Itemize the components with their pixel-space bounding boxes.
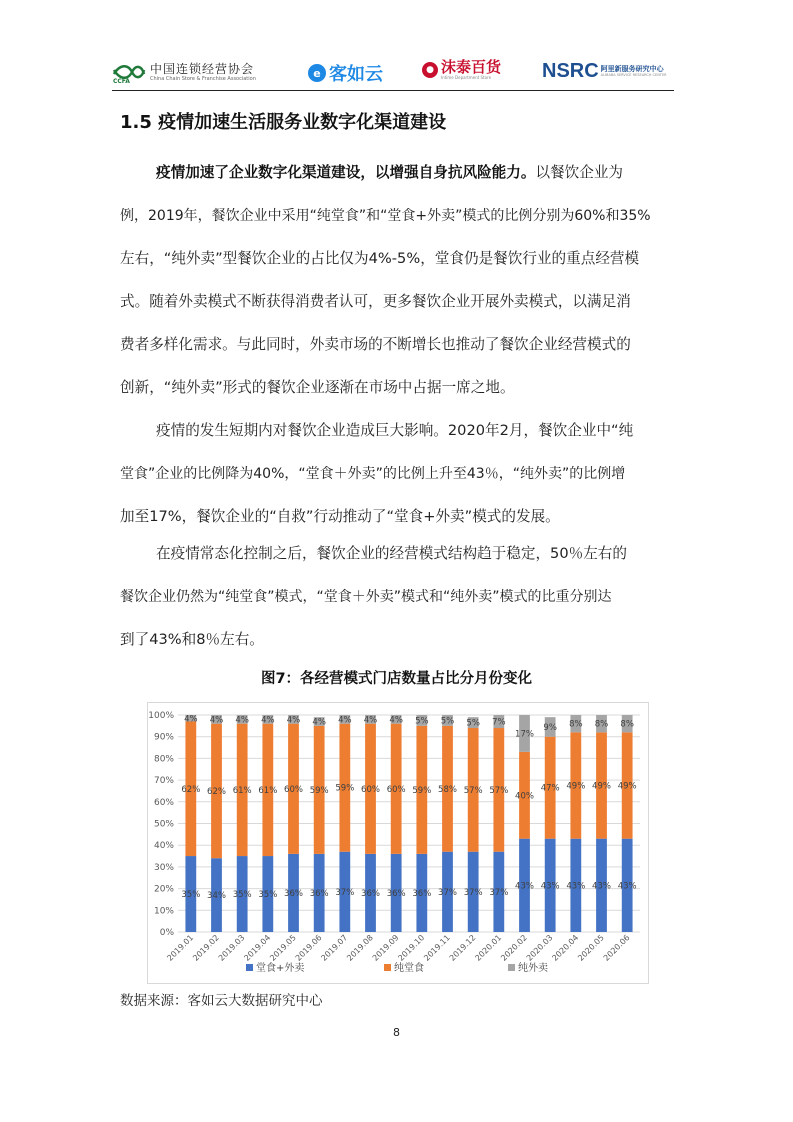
data-label: 43%	[515, 881, 534, 892]
data-label: 57%	[489, 785, 509, 796]
data-label: 8%	[620, 719, 634, 730]
legend-swatch	[508, 964, 515, 971]
ccfa-logo	[112, 60, 272, 84]
x-tick-label: 2019.04	[242, 933, 273, 963]
legend-label: 纯外卖	[518, 963, 548, 974]
y-tick-label: 20%	[153, 884, 174, 895]
data-label: 35%	[258, 890, 278, 901]
data-label: 36%	[361, 888, 380, 899]
y-tick-label: 60%	[153, 797, 174, 808]
x-tick-label: 2020.06	[601, 933, 632, 963]
data-source: 数据来源：客如云大数据研究中心	[120, 993, 323, 1009]
x-tick-label: 2019.06	[293, 933, 324, 963]
data-label: 4%	[209, 715, 224, 726]
paragraph-3	[120, 547, 676, 676]
x-tick-label: 2019.10	[396, 933, 427, 963]
x-tick-label: 2019.12	[447, 933, 478, 963]
y-tick-label: 40%	[153, 841, 174, 852]
paragraph-text: 以餐饮企业为	[535, 164, 624, 181]
data-label: 43%	[592, 881, 611, 892]
data-label: 5%	[440, 716, 455, 727]
data-label: 40%	[515, 791, 534, 802]
ccfa-name: 中国连锁经营协会	[150, 61, 255, 76]
x-tick-label: 2019.05	[268, 933, 298, 963]
x-tick-label: 2020.02	[499, 933, 529, 963]
y-tick-label: 50%	[153, 819, 174, 830]
legend-swatch	[246, 964, 253, 971]
svg-text:CCFA: CCFA	[113, 78, 130, 84]
stacked-bar-chart	[148, 703, 648, 983]
y-tick-label: 10%	[153, 906, 174, 917]
y-tick-label: 70%	[153, 776, 174, 787]
paragraph-line: 左右，“纯外卖”型餐饮企业的占比仅为4%-5%，堂食仍是餐饮行业的重点经营模	[120, 250, 640, 267]
data-label: 59%	[412, 785, 432, 796]
data-label: 59%	[335, 783, 355, 794]
data-label: 4%	[338, 715, 352, 726]
data-label: 49%	[592, 781, 611, 792]
paragraph-line: 费者多样化需求。与此同时，外卖市场的不断增长也推动了餐饮企业经营模式的	[120, 336, 631, 353]
x-tick-label: 2019.08	[345, 933, 375, 963]
paragraph-1	[120, 166, 676, 424]
ccfa-name-en: China Chain Store & Franchise Association	[150, 75, 256, 82]
y-tick-label: 100%	[148, 711, 174, 721]
x-tick-label: 2020.05	[576, 933, 606, 963]
data-label: 61%	[258, 785, 278, 796]
y-tick-label: 90%	[153, 732, 174, 743]
intime-mark-icon: ●	[422, 62, 438, 78]
y-tick-label: 80%	[153, 754, 174, 765]
paragraph-line: 例，2019年，餐饮企业中采用“纯堂食”和“堂食+外卖”模式的比例分别为60%和35%	[120, 208, 651, 224]
data-label: 62%	[207, 786, 226, 797]
data-label: 4%	[363, 715, 378, 726]
paragraph-line: 餐饮企业仍然为“纯堂食”模式，“堂食＋外卖”模式和“纯外卖”模式的比重分别达	[120, 589, 612, 605]
keruyun-mark-icon: e	[308, 64, 326, 82]
data-label: 58%	[438, 784, 457, 795]
keruyun-name: 客如云	[329, 64, 383, 85]
intime-name-en: Intime Department Store	[441, 75, 492, 80]
data-label: 37%	[335, 887, 355, 898]
data-label: 17%	[515, 729, 534, 740]
data-label: 35%	[181, 890, 201, 901]
intime-name: 沫泰百货	[441, 58, 502, 76]
y-tick-label: 30%	[153, 862, 174, 873]
data-label: 49%	[566, 781, 586, 792]
paragraph-line: 加至17%，餐饮企业的“自救”行动推动了“堂食+外卖”模式的发展。	[120, 508, 560, 525]
page-number: 8	[393, 1026, 400, 1039]
data-label: 8%	[594, 719, 609, 730]
x-tick-label: 2019.07	[319, 933, 350, 963]
data-label: 4%	[286, 715, 301, 726]
section-title: 1.5 疫情加速生活服务业数字化渠道建设	[120, 112, 447, 133]
x-tick-label: 2019.09	[370, 933, 401, 963]
data-label: 4%	[312, 717, 326, 728]
data-label: 62%	[181, 784, 201, 795]
nsrc-name-cn: 阿里新服务研究中心	[600, 64, 664, 73]
intime-logo	[422, 60, 501, 80]
data-label: 37%	[463, 887, 483, 898]
x-tick-label: 2020.04	[550, 933, 581, 963]
data-label: 49%	[617, 781, 637, 792]
data-label: 8%	[569, 719, 583, 730]
paragraph-line: 式。随着外卖模式不断获得消费者认可，更多餐饮企业开展外卖模式，以满足消	[120, 293, 631, 310]
data-label: 36%	[309, 888, 329, 899]
keruyun-logo	[308, 60, 383, 86]
data-label: 4%	[235, 715, 249, 726]
ccfa-emblem-icon	[112, 60, 146, 84]
x-tick-label: 2019.11	[422, 933, 452, 963]
data-label: 5%	[415, 716, 429, 727]
data-label: 4%	[261, 715, 275, 726]
nsrc-name: NSRC	[542, 60, 599, 82]
data-label: 60%	[284, 784, 303, 795]
data-label: 36%	[386, 888, 406, 899]
data-label: 37%	[489, 887, 509, 898]
nsrc-logo	[542, 60, 667, 83]
paragraph-line	[120, 166, 676, 209]
x-tick-label: 2020.01	[473, 933, 504, 963]
data-label: 43%	[617, 881, 637, 892]
data-label: 35%	[232, 890, 252, 901]
data-label: 43%	[566, 881, 586, 892]
data-label: 4%	[389, 715, 403, 726]
paragraph-line: 在疫情常态化控制之后，餐饮企业的经营模式结构趋于稳定，50％左右的	[156, 545, 627, 562]
paragraph-line: 创新，“纯外卖”形式的餐饮企业逐渐在市场中占据一席之地。	[120, 379, 515, 396]
legend-label: 堂食+外卖	[256, 963, 305, 974]
data-label: 37%	[438, 887, 457, 898]
legend-label: 纯堂食	[394, 963, 424, 974]
data-label: 60%	[361, 784, 380, 795]
paragraph-line: 到了43%和8％左右。	[120, 631, 264, 648]
data-label: 9%	[543, 722, 557, 733]
x-tick-label: 2020.03	[524, 933, 555, 963]
nsrc-name-en: ALIBABA SERVICE RESEARCH CENTER	[600, 72, 667, 77]
paragraph-lead: 疫情加速了企业数字化渠道建设，以增强自身抗风险能力。	[156, 164, 536, 181]
legend-swatch	[384, 964, 391, 971]
x-tick-label: 2019.02	[191, 933, 221, 963]
data-label: 34%	[207, 891, 226, 902]
data-label: 59%	[309, 785, 329, 796]
paragraph-line: 堂食”企业的比例降为40%，“堂食＋外卖”的比例上升至43％，“纯外卖”的比例增	[120, 466, 626, 482]
paragraph-line: 疫情的发生短期内对餐饮企业造成巨大影响。2020年2月，餐饮企业中“纯	[156, 422, 634, 439]
data-label: 36%	[412, 888, 432, 899]
data-label: 57%	[463, 785, 483, 796]
data-label: 61%	[232, 785, 252, 796]
data-label: 43%	[540, 881, 560, 892]
figure-title: 图7：各经营模式门店数量占比分月份变化	[260, 671, 533, 687]
data-label: 47%	[540, 783, 560, 794]
page-header	[112, 56, 674, 91]
data-label: 4%	[184, 714, 198, 725]
data-label: 60%	[386, 784, 406, 795]
paragraph-2	[120, 424, 676, 553]
data-label: 5%	[466, 718, 480, 729]
x-tick-label: 2019.03	[216, 933, 247, 963]
chart-container	[147, 702, 649, 984]
y-tick-label: 0%	[159, 928, 174, 938]
data-label: 36%	[284, 888, 303, 899]
data-label: 7%	[492, 717, 506, 728]
x-tick-label: 2019.01	[165, 933, 196, 963]
